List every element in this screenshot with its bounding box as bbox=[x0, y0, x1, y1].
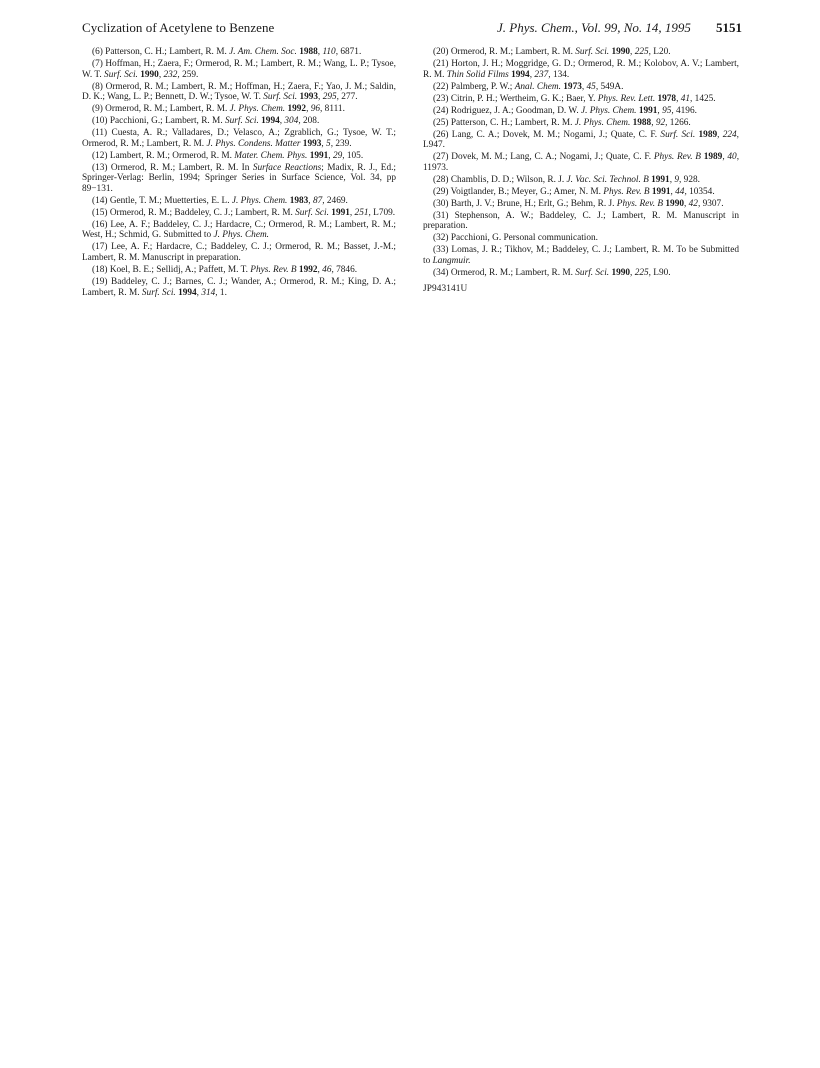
reference-text: 95, bbox=[662, 105, 674, 116]
reference-text: 9, bbox=[674, 174, 682, 185]
reference-text: 46, bbox=[322, 264, 334, 275]
reference-text: (16) Lee, A. F.; Baddeley, C. J.; Hardacre, C.; Ormerod, R. M.; Lambert, R. M.; West, H.; Schmid, G. Submitted to bbox=[82, 219, 396, 241]
reference-text: 110, bbox=[322, 47, 339, 57]
reference-text: Surface Reactions bbox=[252, 162, 322, 173]
reference-text: 1989 bbox=[698, 129, 718, 140]
reference-text: J. Phys. Chem. bbox=[580, 105, 637, 116]
reference-text: 232, bbox=[163, 69, 180, 80]
reference-text: 1266. bbox=[667, 117, 691, 128]
reference-text: 239. bbox=[333, 138, 352, 149]
reference-text: (21) Horton, J. H.; Moggridge, G. D.; Ormerod, R. M.; Kolobov, A. V.; Lambert, R. M. bbox=[423, 58, 739, 80]
reference-text: 304, bbox=[284, 116, 301, 127]
reference-text: 1990 bbox=[140, 69, 159, 80]
reference-text: Phys. Rev. B bbox=[603, 186, 650, 197]
reference-text: (23) Citrin, P. H.; Wertheim, G. K.; Baer, Y. bbox=[433, 93, 598, 104]
reference-text: (10) Pacchioni, G.; Lambert, R. M. bbox=[92, 116, 225, 127]
references-right-column bbox=[423, 47, 739, 295]
reference-text: 40, bbox=[727, 152, 740, 163]
reference-entry bbox=[82, 116, 396, 127]
reference-entry bbox=[82, 277, 396, 298]
reference-entry bbox=[423, 199, 739, 210]
reference-text: (24) Rodriguez, J. A.; Goodman, D. W. bbox=[433, 105, 581, 116]
reference-text: (15) Ormerod, R. M.; Baddeley, C. J.; Lambert, R. M. bbox=[92, 207, 296, 218]
reference-text: 1973 bbox=[563, 81, 582, 92]
reference-text: 225, bbox=[634, 267, 651, 278]
running-title: Cyclization of Acetylene to Benzene bbox=[82, 20, 275, 35]
reference-text: (17) Lee, A. F.; Hardacre, C.; Baddeley, C. J.; Ormerod, R. M.; Basset, J.-M.; Lambert, R. M. Manuscript in preparation. bbox=[82, 242, 396, 263]
reference-text: Phys. Rev. Lett. bbox=[597, 93, 656, 104]
reference-entry bbox=[82, 47, 396, 58]
reference-text: (28) Chamblis, D. D.; Wilson, R. J. bbox=[433, 174, 567, 185]
reference-text: , bbox=[676, 93, 681, 104]
reference-text: , bbox=[328, 150, 333, 161]
reference-text: 134. bbox=[550, 69, 570, 80]
reference-text: 295, bbox=[322, 92, 339, 103]
reference-text: (27) Dovek, M. M.; Lang, C. A.; Nogami, J.; Quate, C. F. bbox=[433, 152, 654, 163]
reference-text: (20) Ormerod, R. M.; Lambert, R. M. bbox=[433, 47, 576, 57]
reference-entry bbox=[423, 175, 739, 186]
reference-entry bbox=[423, 82, 739, 93]
reference-text: 224, bbox=[722, 129, 739, 140]
reference-text: , bbox=[651, 117, 656, 128]
reference-text: (34) Ormerod, R. M.; Lambert, R. M. bbox=[433, 267, 576, 278]
reference-entry bbox=[82, 82, 396, 103]
reference-text: , bbox=[630, 267, 635, 278]
reference-text: (11) Cuesta, A. R.; Valladares, D.; Velasco, A.; Zgrablich, G.; Tysoe, W. T.; Ormerod, R. M.; Lambert, R. M. bbox=[82, 128, 396, 149]
reference-text: 1990 bbox=[665, 198, 684, 209]
reference-entry bbox=[423, 152, 739, 173]
reference-text: 41, bbox=[680, 93, 693, 104]
reference-text: Thin Solid Films bbox=[446, 69, 509, 80]
reference-text: Surf. Sci. bbox=[575, 267, 610, 278]
reference-list-right bbox=[423, 47, 739, 278]
reference-text: 1990 bbox=[611, 47, 631, 57]
reference-text: 92, bbox=[655, 117, 668, 128]
reference-text: (7) Hoffman, H.; Zaera, F.; Ormerod, R. M.; Lambert, R. M.; Wang, L. P.; Tysoe, W. T. bbox=[82, 58, 396, 80]
reference-entry bbox=[82, 59, 396, 80]
reference-text: , bbox=[196, 287, 202, 298]
reference-text: 11973. bbox=[423, 162, 449, 173]
reference-text: 2469. bbox=[324, 195, 348, 206]
reference-text: , bbox=[321, 138, 327, 149]
reference-text: 7846. bbox=[333, 264, 358, 275]
reference-text: J. Phys. Chem. bbox=[229, 104, 286, 115]
reference-entry bbox=[82, 196, 396, 207]
reference-text: J. Phys. Condens. Matter bbox=[206, 138, 301, 149]
reference-text: 277. bbox=[338, 92, 358, 103]
reference-text: , bbox=[349, 207, 355, 218]
reference-text: , bbox=[581, 81, 587, 92]
reference-text: , bbox=[306, 104, 311, 115]
reference-text: (12) Lambert, R. M.; Ormerod, R. M. bbox=[92, 150, 235, 161]
reference-text: 1991 bbox=[651, 186, 671, 197]
reference-text: 96, bbox=[310, 104, 323, 115]
reference-entry bbox=[82, 128, 396, 149]
reference-text: (6) Patterson, C. H.; Lambert, R. M. bbox=[92, 47, 230, 57]
reference-text: 1991 bbox=[309, 150, 329, 161]
reference-text: 1994 bbox=[178, 287, 197, 298]
reference-text: 8111. bbox=[322, 104, 345, 115]
reference-text: 1992 bbox=[298, 264, 318, 275]
reference-text: Phys. Rev. B bbox=[250, 264, 297, 275]
reference-entry bbox=[423, 59, 739, 80]
reference-text: 1988 bbox=[632, 117, 652, 128]
manuscript-id: JP943141U bbox=[423, 284, 468, 295]
reference-text: L20. bbox=[650, 47, 671, 57]
reference-text: (9) Ormerod, R. M.; Lambert, R. M. bbox=[92, 104, 230, 115]
reference-text: 42, bbox=[688, 198, 701, 209]
reference-entry bbox=[82, 208, 396, 219]
reference-text: 1988 bbox=[299, 47, 318, 57]
reference-text: 1993 bbox=[302, 138, 322, 149]
reference-text: Mater. Chem. Phys. bbox=[234, 150, 308, 161]
reference-text: 1991 bbox=[331, 207, 350, 218]
reference-text: , bbox=[717, 129, 723, 140]
reference-text: ; Madix, R. J., Ed.; Springer-Verlag: Berlin, 1994; Springer Series in Surface Science, Vol. 34, pp 89−131. bbox=[82, 162, 396, 194]
reference-text: Surf. Sci. bbox=[224, 116, 259, 127]
reference-text: , bbox=[308, 195, 313, 206]
reference-text: L709. bbox=[370, 207, 396, 218]
reference-text: 1983 bbox=[289, 195, 309, 206]
reference-text: (25) Patterson, C. H.; Lambert, R. M. bbox=[433, 117, 575, 128]
reference-text: (13) Ormerod, R. M.; Lambert, R. M. In bbox=[92, 162, 253, 173]
reference-text: (18) Koel, B. E.; Sellidj, A.; Paffett, M. T. bbox=[92, 264, 251, 275]
reference-text: 1992 bbox=[287, 104, 307, 115]
reference-text: Phys. Rev. B bbox=[653, 152, 701, 163]
reference-entry bbox=[423, 233, 739, 244]
reference-text: Langmuir. bbox=[432, 255, 471, 266]
reference-text: 1991 bbox=[651, 174, 670, 185]
running-header bbox=[0, 0, 820, 40]
journal-citation: J. Phys. Chem., Vol. 99, No. 14, 1995 bbox=[497, 20, 691, 35]
reference-text: 1425. bbox=[692, 93, 716, 104]
reference-entry bbox=[82, 104, 396, 115]
reference-text: Phys. Rev. B bbox=[616, 198, 664, 209]
reference-text: 237, bbox=[534, 69, 551, 80]
reference-text: 1994 bbox=[511, 69, 530, 80]
reference-entry bbox=[423, 187, 739, 198]
reference-text: , bbox=[722, 152, 728, 163]
reference-entry bbox=[423, 47, 739, 58]
reference-entry bbox=[423, 94, 739, 105]
reference-entry bbox=[423, 130, 739, 151]
reference-text: J. Phys. Chem. bbox=[213, 230, 269, 241]
reference-text: (8) Ormerod, R. M.; Lambert, R. M.; Hoffman, H.; Zaera, F.; Yao, J. M.; Saldin, D. K.; Wang, L. P.; Bennett, D. W.; Tysoe, W. T. bbox=[82, 81, 396, 103]
page-number: 5151 bbox=[716, 20, 742, 35]
reference-text: Surf. Sci. bbox=[141, 287, 176, 298]
reference-text: 44, bbox=[675, 186, 687, 197]
reference-text: (22) Palmberg, P. W.; bbox=[433, 81, 515, 92]
reference-text: 1993 bbox=[299, 92, 319, 103]
reference-entry bbox=[423, 118, 739, 129]
reference-text: J. Am. Chem. Soc. bbox=[229, 47, 297, 57]
reference-text: 29, bbox=[332, 150, 345, 161]
reference-text: (19) Baddeley, C. J.; Barnes, C. J.; Wander, A.; Ormerod, R. M.; King, D. A.; Lambert, R. M. bbox=[82, 276, 396, 298]
reference-text: (33) Lomas, J. R.; Tikhov, M.; Baddeley, C. J.; Lambert, R. M. To be Submitted to bbox=[423, 245, 739, 266]
reference-entry bbox=[423, 268, 739, 279]
reference-entry bbox=[82, 163, 396, 195]
reference-text: 251, bbox=[354, 207, 371, 218]
reference-text: 87, bbox=[312, 195, 325, 206]
reference-text: 105. bbox=[344, 150, 364, 161]
reference-text: 314, bbox=[201, 287, 218, 298]
reference-text: L90. bbox=[650, 267, 671, 278]
reference-text: , bbox=[669, 174, 675, 185]
reference-entry bbox=[423, 106, 739, 117]
reference-text: 9307. bbox=[700, 198, 724, 209]
reference-entry bbox=[82, 265, 396, 276]
reference-text: , bbox=[630, 47, 635, 57]
reference-entry bbox=[423, 211, 739, 232]
reference-text: 1991 bbox=[638, 105, 658, 116]
reference-text: 549A. bbox=[598, 81, 624, 92]
reference-text: (14) Gentle, T. M.; Muetterties, E. L. bbox=[92, 195, 232, 206]
reference-text: , bbox=[657, 105, 663, 116]
reference-text: (32) Pacchioni, G. Personal communication. bbox=[433, 233, 598, 244]
reference-text: 208. bbox=[300, 116, 320, 127]
reference-entry bbox=[423, 245, 739, 266]
reference-text: 259. bbox=[179, 69, 199, 80]
reference-text: 225, bbox=[634, 47, 651, 57]
reference-text: J. Phys. Chem. bbox=[231, 195, 288, 206]
reference-text: 4196. bbox=[673, 105, 697, 116]
reference-text: Surf. Sci. bbox=[295, 207, 329, 218]
reference-text: (29) Voigtlander, B.; Meyer, G.; Amer, N. M. bbox=[433, 186, 604, 197]
reference-list-left bbox=[82, 47, 396, 298]
reference-text: 928. bbox=[681, 174, 700, 185]
reference-entry bbox=[82, 220, 396, 241]
reference-text: (30) Barth, J. V.; Brune, H.; Erlt, G.; Behm, R. J. bbox=[433, 198, 617, 209]
reference-text: 1994 bbox=[261, 116, 280, 127]
reference-text: , bbox=[279, 116, 285, 127]
reference-text: 5, bbox=[326, 138, 334, 149]
reference-text: , bbox=[684, 198, 689, 209]
reference-text: , bbox=[670, 186, 676, 197]
reference-text: (31) Stephenson, A. W.; Baddeley, C. J.; Lambert, R. M. Manuscript in preparation. bbox=[423, 210, 739, 232]
reference-text: , bbox=[158, 69, 164, 80]
reference-text: , bbox=[317, 47, 323, 57]
reference-text: 1. bbox=[217, 287, 227, 298]
references-left-column bbox=[82, 47, 396, 300]
reference-text: 10354. bbox=[686, 186, 715, 197]
reference-text: , bbox=[529, 69, 535, 80]
reference-text: 45, bbox=[586, 81, 599, 92]
reference-text: 1989 bbox=[703, 152, 723, 163]
reference-text: 1978 bbox=[657, 93, 677, 104]
reference-entry bbox=[82, 151, 396, 162]
reference-text: , bbox=[317, 264, 323, 275]
reference-text: Surf. Sci. bbox=[575, 47, 610, 57]
reference-text: (26) Lang, C. A.; Dovek, M. M.; Nogami, J.; Quate, C. F. bbox=[433, 129, 661, 140]
reference-text: J. Phys. Chem. bbox=[574, 117, 631, 128]
reference-text: , bbox=[318, 92, 323, 103]
reference-text: 6871. bbox=[338, 47, 362, 57]
reference-text: Surf. Sci. bbox=[660, 129, 696, 140]
reference-text: Anal. Chem. bbox=[514, 81, 561, 92]
reference-entry bbox=[82, 242, 396, 263]
reference-text: 1990 bbox=[611, 267, 631, 278]
reference-text: J. Vac. Sci. Technol. B bbox=[566, 174, 649, 185]
reference-text: L947. bbox=[423, 140, 445, 151]
reference-text: Surf. Sci. bbox=[263, 92, 298, 103]
reference-text: Surf. Sci. bbox=[104, 69, 138, 80]
